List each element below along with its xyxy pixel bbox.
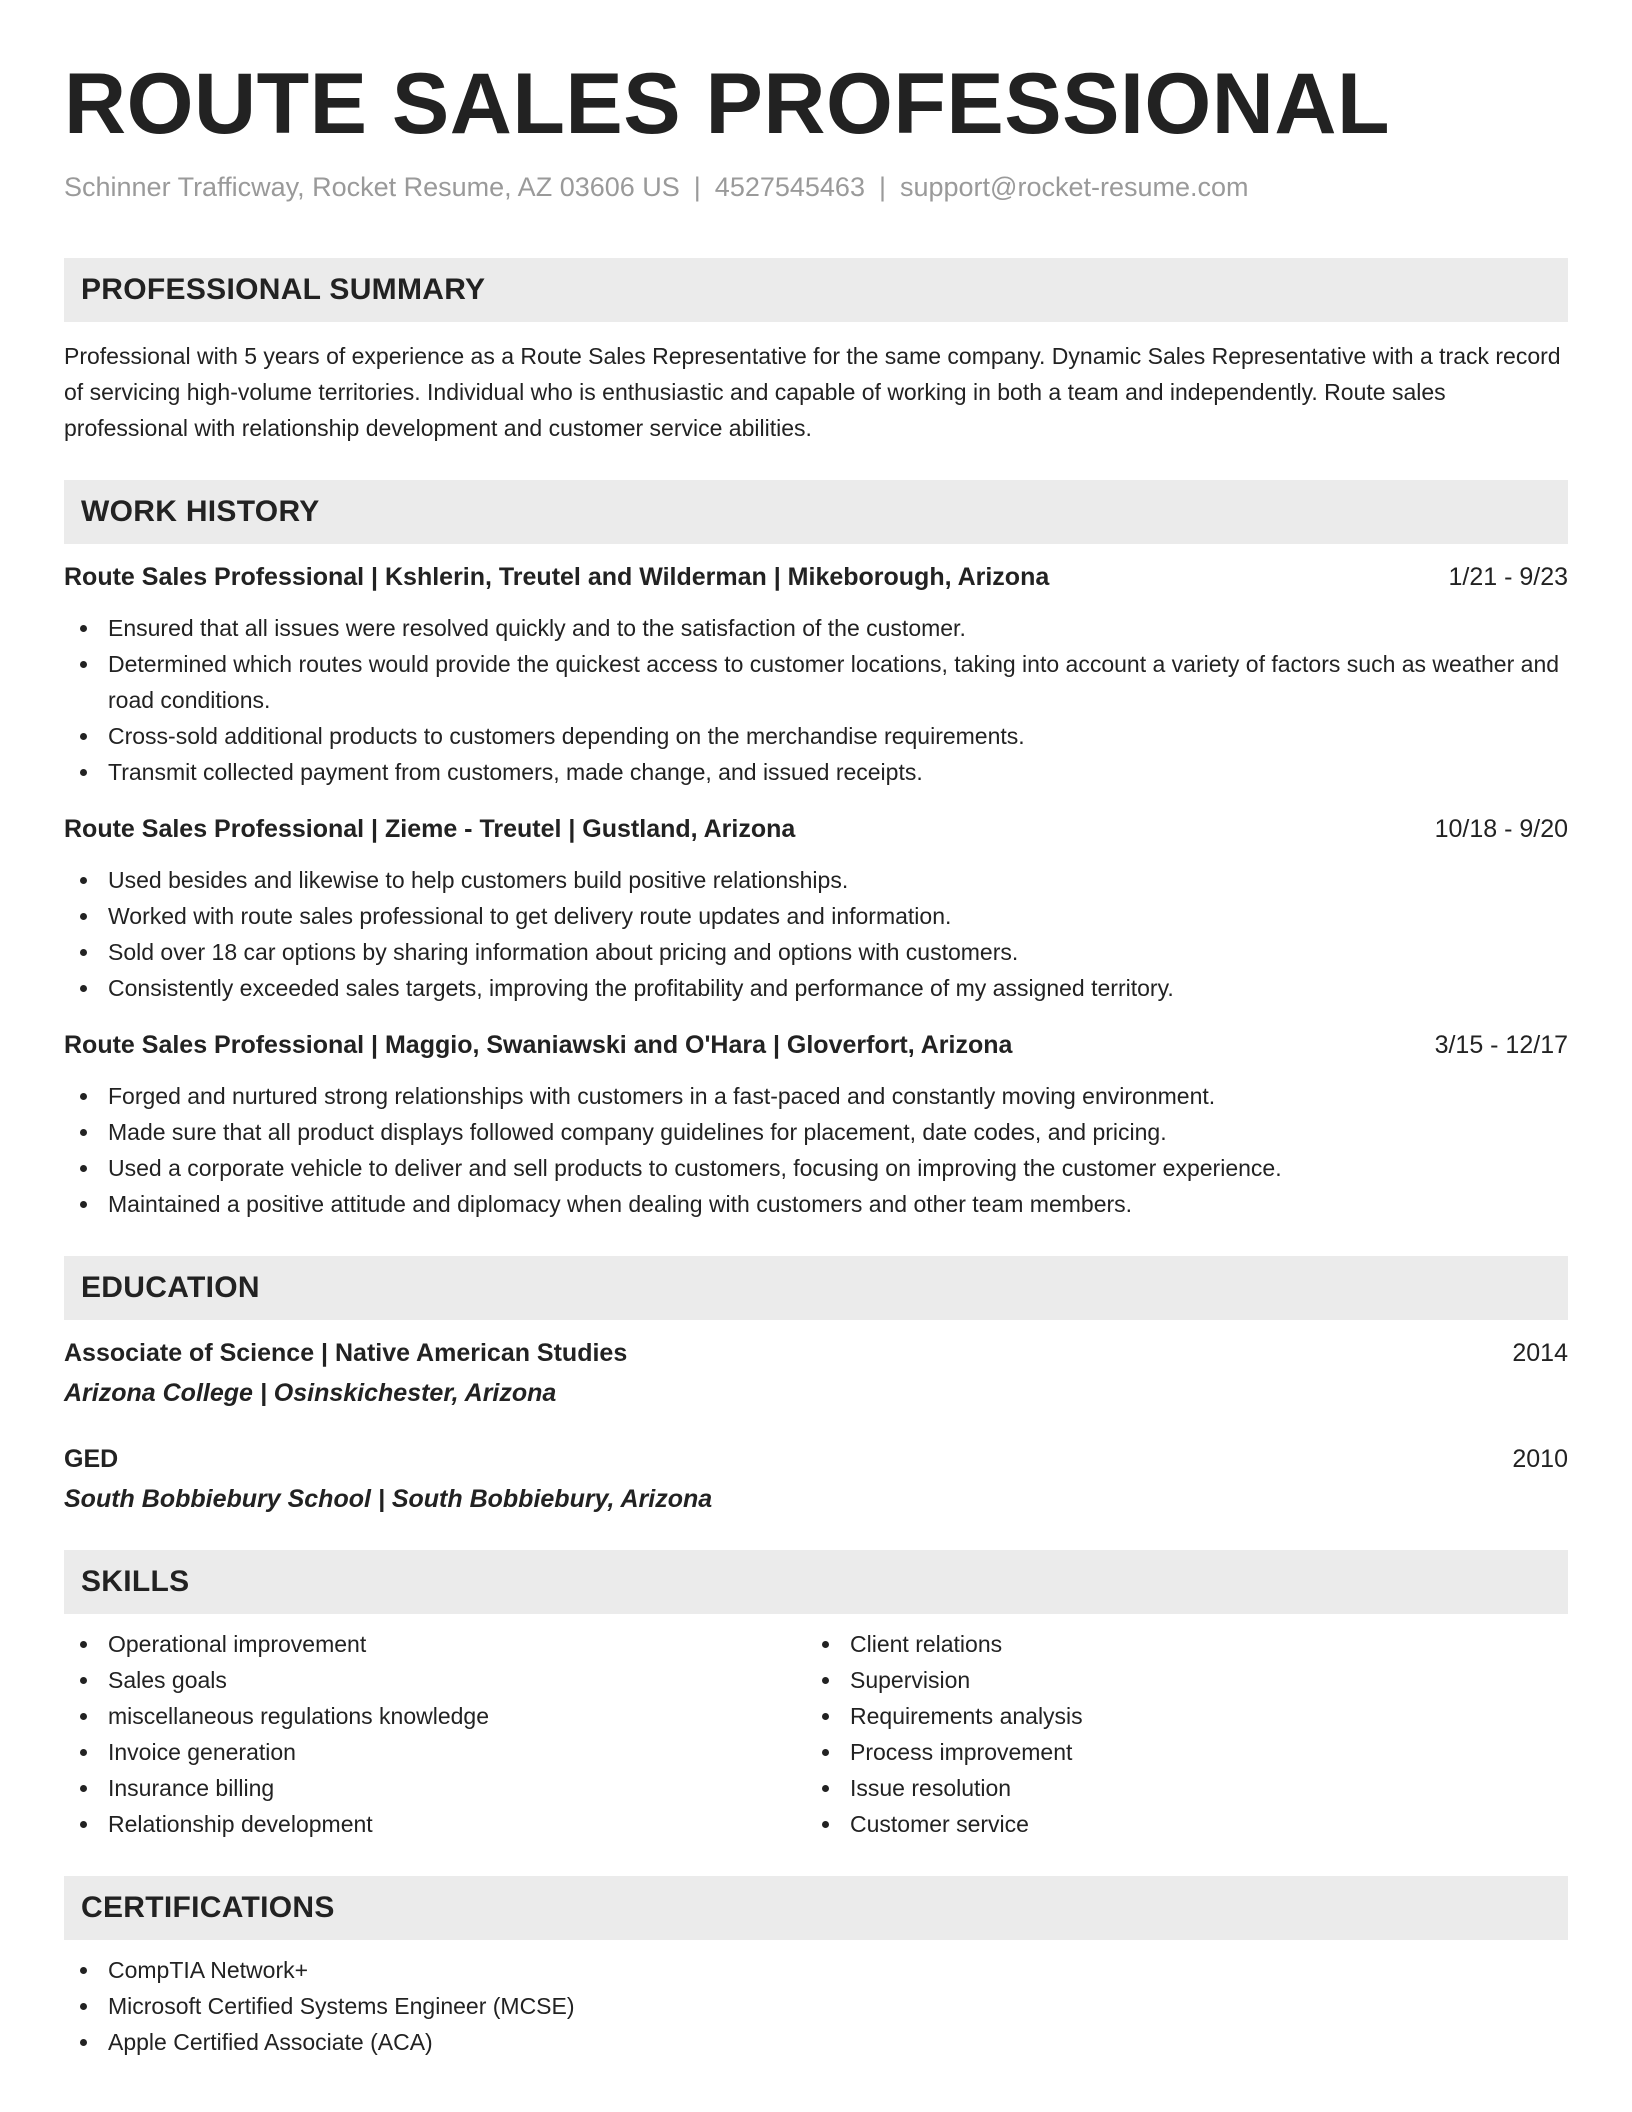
- job-title: Route Sales Professional | Kshlerin, Treutel and Wilderman | Mikeborough, Arizona: [64, 563, 1050, 591]
- summary-text: Professional with 5 years of experience as a Route Sales Representative for the same company. Dynamic Sales Representative with a track record of servicing high-volume territories. Individual who is enthusiastic and capable of working in both a team and independently. Route sales professional with relationship development and customer service abilities.: [64, 343, 1561, 441]
- job-entry: [64, 812, 1568, 1006]
- education-year: 2010: [1512, 1445, 1568, 1473]
- skill-item: Relationship development: [64, 1806, 806, 1842]
- work-list: [64, 560, 1568, 1222]
- job-bullet: Made sure that all product displays followed company guidelines for placement, date codes, and pricing.: [64, 1114, 1568, 1150]
- job-entry: [64, 560, 1568, 790]
- skills-bullets: [64, 1626, 806, 1842]
- job-dates: 3/15 - 12/17: [1434, 1031, 1568, 1059]
- job-bullet: Sold over 18 car options by sharing information about pricing and options with customers.: [64, 934, 1568, 970]
- job-bullet: Cross-sold additional products to customers depending on the merchandise requirements.: [64, 718, 1568, 754]
- summary-heading: PROFESSIONAL SUMMARY: [81, 273, 486, 306]
- resume-name: ROUTE SALES PROFESSIONAL: [64, 56, 1391, 152]
- education-year: 2014: [1512, 1339, 1568, 1367]
- contact-phone: 4527545463: [714, 172, 865, 202]
- job-bullet: Transmit collected payment from customers, made change, and issued receipts.: [64, 754, 1568, 790]
- education-school: Arizona College | Osinskichester, Arizona: [64, 1379, 557, 1407]
- contact-separator: |: [693, 172, 701, 202]
- education-entry: [64, 1442, 1568, 1516]
- work-section-header: [64, 480, 1568, 544]
- contact-address: Schinner Trafficway, Rocket Resume, AZ 03606 US: [64, 172, 680, 202]
- job-dates: 10/18 - 9/20: [1434, 815, 1568, 843]
- certifications-list: [64, 1952, 1568, 2060]
- skills-column-right: [806, 1626, 1548, 1842]
- skill-item: Requirements analysis: [806, 1698, 1548, 1734]
- skill-item: Insurance billing: [64, 1770, 806, 1806]
- skill-item: Client relations: [806, 1626, 1548, 1662]
- certification-item: CompTIA Network+: [64, 1952, 1568, 1988]
- work-heading: WORK HISTORY: [81, 495, 320, 528]
- job-bullet: Determined which routes would provide the quickest access to customer locations, taking into account a variety of factors such as weather and road conditions.: [64, 646, 1568, 718]
- skill-item: Customer service: [806, 1806, 1548, 1842]
- certification-item: Apple Certified Associate (ACA): [64, 2024, 1568, 2060]
- education-header: [64, 1336, 1568, 1370]
- contact-line: [64, 170, 1568, 204]
- skill-item: Invoice generation: [64, 1734, 806, 1770]
- skills-heading: SKILLS: [81, 1565, 190, 1598]
- skills-column-left: [64, 1626, 806, 1842]
- certifications-heading: CERTIFICATIONS: [81, 1891, 335, 1924]
- job-bullet: Forged and nurtured strong relationships with customers in a fast-paced and constantly moving environment.: [64, 1078, 1568, 1114]
- skill-item: Issue resolution: [806, 1770, 1548, 1806]
- education-degree: GED: [64, 1445, 119, 1473]
- job-bullets: [64, 862, 1568, 1006]
- job-bullet: Worked with route sales professional to get delivery route updates and information.: [64, 898, 1568, 934]
- education-section-header: [64, 1256, 1568, 1320]
- education-entry: [64, 1336, 1568, 1410]
- job-dates: 1/21 - 9/23: [1448, 563, 1568, 591]
- education-header: [64, 1442, 1568, 1476]
- job-bullets: [64, 1078, 1568, 1222]
- job-bullet: Used a corporate vehicle to deliver and sell products to customers, focusing on improving the customer experience.: [64, 1150, 1568, 1186]
- resume-page: [64, 58, 1568, 2060]
- job-bullet: Consistently exceeded sales targets, improving the profitability and performance of my assigned territory.: [64, 970, 1568, 1006]
- education-heading: EDUCATION: [81, 1271, 260, 1304]
- skills-section-header: [64, 1550, 1568, 1614]
- certifications-section-header: [64, 1876, 1568, 1940]
- job-header: [64, 1028, 1568, 1062]
- skill-item: Supervision: [806, 1662, 1548, 1698]
- job-entry: [64, 1028, 1568, 1222]
- education-degree: Associate of Science | Native American Studies: [64, 1339, 628, 1367]
- contact-email: support@rocket-resume.com: [899, 172, 1249, 202]
- job-header: [64, 560, 1568, 594]
- skill-item: Process improvement: [806, 1734, 1548, 1770]
- job-bullet: Maintained a positive attitude and diplomacy when dealing with customers and other team members.: [64, 1186, 1568, 1222]
- job-title: Route Sales Professional | Zieme - Treutel | Gustland, Arizona: [64, 815, 796, 843]
- skill-item: Sales goals: [64, 1662, 806, 1698]
- certification-item: Microsoft Certified Systems Engineer (MCSE): [64, 1988, 1568, 2024]
- skills-list: [64, 1626, 1568, 1842]
- summary-section-header: [64, 258, 1568, 322]
- job-bullet: Ensured that all issues were resolved quickly and to the satisfaction of the customer.: [64, 610, 1568, 646]
- skill-item: Operational improvement: [64, 1626, 806, 1662]
- skills-bullets: [806, 1626, 1548, 1842]
- education-school: South Bobbiebury School | South Bobbiebury, Arizona: [64, 1485, 713, 1513]
- job-title: Route Sales Professional | Maggio, Swaniawski and O'Hara | Gloverfort, Arizona: [64, 1031, 1013, 1059]
- job-header: [64, 812, 1568, 846]
- job-bullet: Used besides and likewise to help customers build positive relationships.: [64, 862, 1568, 898]
- skill-item: miscellaneous regulations knowledge: [64, 1698, 806, 1734]
- contact-separator: |: [878, 172, 886, 202]
- job-bullets: [64, 610, 1568, 790]
